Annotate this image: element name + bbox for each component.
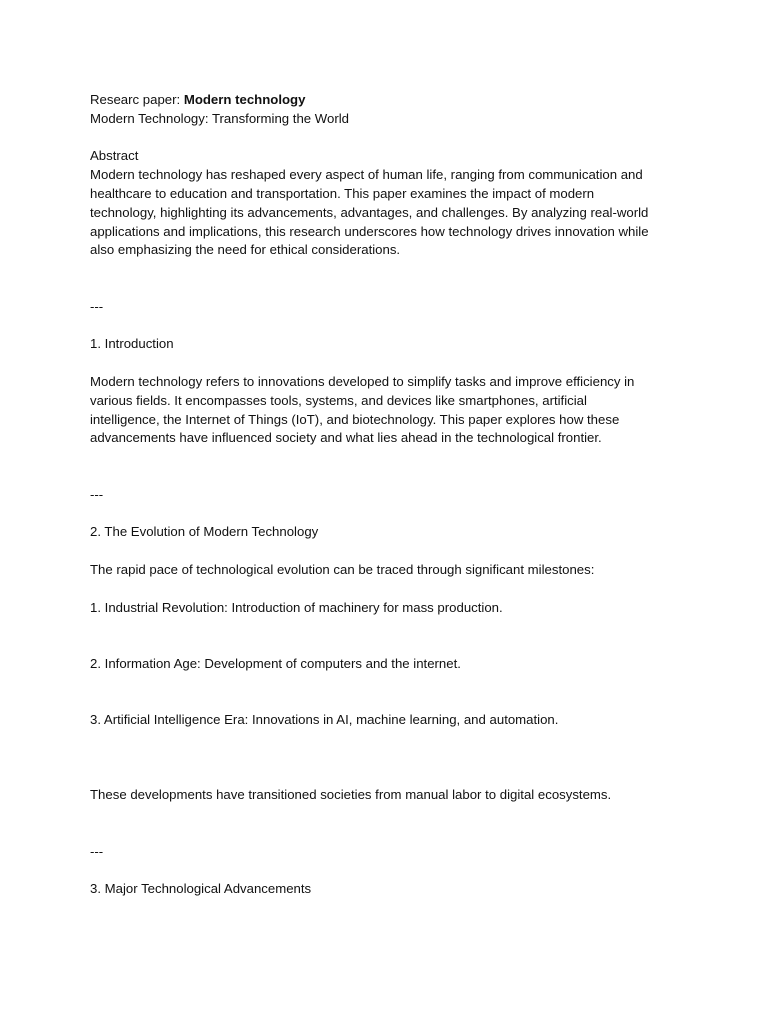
abstract-line: technology, highlighting its advancements, advantages, and challenges. By analyzing real-world bbox=[90, 204, 649, 220]
section-separator: --- bbox=[90, 486, 104, 502]
document-body bbox=[90, 91, 690, 899]
evolution-heading: 2. The Evolution of Modern Technology bbox=[90, 524, 319, 540]
section-separator: --- bbox=[90, 843, 104, 859]
paper-title bbox=[90, 91, 690, 110]
spacer bbox=[90, 580, 690, 599]
paper-subtitle: Modern Technology: Transforming the World bbox=[90, 110, 349, 126]
section-separator: --- bbox=[90, 298, 104, 314]
introduction-line: Modern technology refers to innovations developed to simplify tasks and improve efficiency in bbox=[90, 373, 635, 389]
spacer bbox=[90, 317, 690, 336]
evolution-intro: The rapid pace of technological evolution can be traced through significant milestones: bbox=[90, 561, 595, 577]
introduction-heading: 1. Introduction bbox=[90, 336, 174, 352]
spacer bbox=[90, 448, 690, 486]
spacer bbox=[90, 862, 690, 881]
abstract-heading: Abstract bbox=[90, 148, 139, 164]
abstract-line: applications and implications, this research underscores how technology drives innovation while bbox=[90, 223, 649, 239]
paper-title-prefix: Researc paper: bbox=[90, 92, 184, 107]
spacer bbox=[90, 617, 690, 655]
spacer bbox=[90, 354, 690, 373]
spacer bbox=[90, 805, 690, 843]
evolution-list-item: 2. Information Age: Development of computers and the internet. bbox=[90, 655, 461, 671]
spacer bbox=[90, 674, 690, 712]
introduction-line: advancements have influenced society and what lies ahead in the technological frontier. bbox=[90, 430, 602, 446]
evolution-list-item: 1. Industrial Revolution: Introduction of machinery for mass production. bbox=[90, 599, 503, 615]
spacer bbox=[90, 129, 690, 148]
evolution-conclusion: These developments have transitioned societies from manual labor to digital ecosystems. bbox=[90, 787, 612, 803]
spacer bbox=[90, 260, 690, 298]
spacer bbox=[90, 730, 690, 768]
spacer bbox=[90, 542, 690, 561]
evolution-list-item: 3. Artificial Intelligence Era: Innovations in AI, machine learning, and automation. bbox=[90, 712, 559, 728]
paper-title-bold: Modern technology bbox=[183, 92, 306, 107]
abstract-line: also emphasizing the need for ethical considerations. bbox=[90, 242, 401, 258]
introduction-line: various fields. It encompasses tools, systems, and devices like smartphones, artificial bbox=[90, 392, 587, 408]
introduction-line: intelligence, the Internet of Things (IoT), and biotechnology. This paper explores how these bbox=[90, 411, 620, 427]
spacer bbox=[90, 505, 690, 524]
abstract-line: healthcare to education and transportation. This paper examines the impact of modern bbox=[90, 185, 595, 201]
abstract-line: Modern technology has reshaped every aspect of human life, ranging from communication and bbox=[90, 167, 643, 183]
spacer bbox=[90, 768, 690, 787]
advancements-heading: 3. Major Technological Advancements bbox=[90, 881, 312, 897]
